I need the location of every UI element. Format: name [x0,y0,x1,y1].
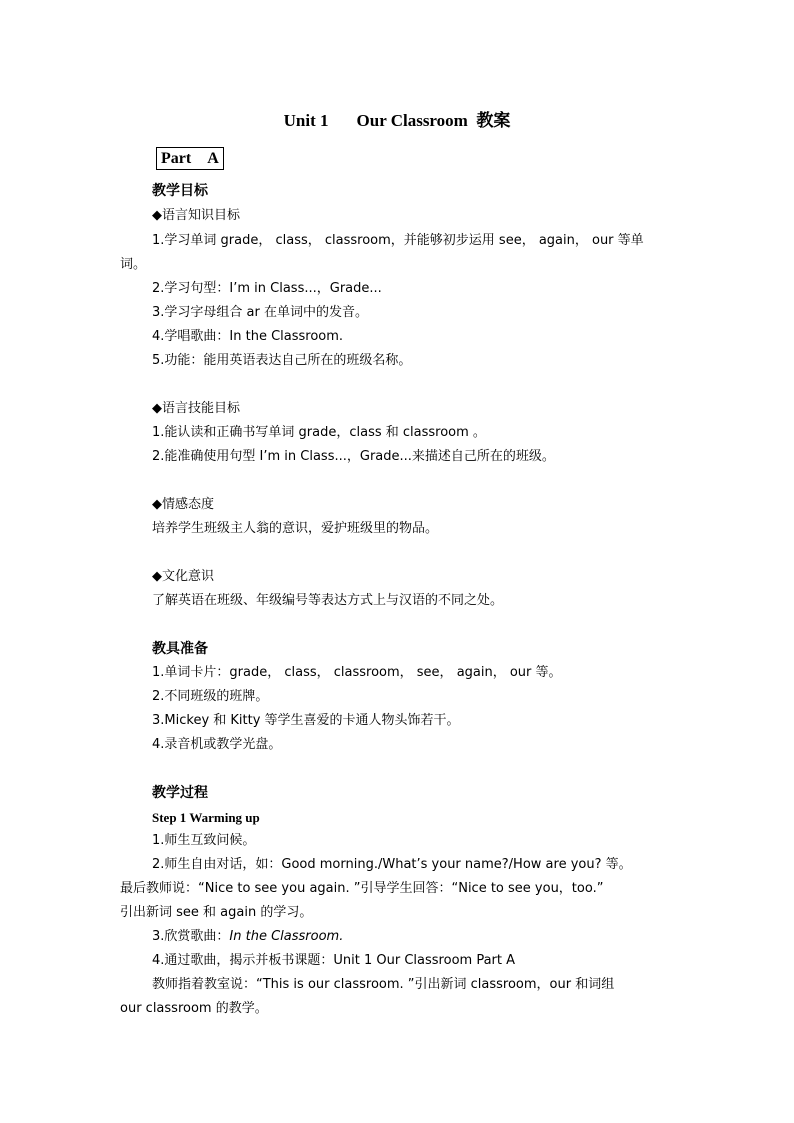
skill-item-2: 2.能准确使用句型 I’m in Class...，Grade...来描述自己所在的班级。 [152,449,555,464]
process-item-5-cont: our classroom 的教学。 [120,1001,268,1016]
material-item-1: 1.单词卡片：grade， class， classroom， see， again， our 等。 [152,665,562,680]
step-1-heading: Step 1 Warming up [152,810,260,825]
material-item-4: 4.录音机或教学光盘。 [152,737,282,752]
section-heading-materials: 教具准备 [152,641,208,657]
process-item-2-cont-2: 引出新词 see 和 again 的学习。 [120,905,313,920]
document-title [0,106,794,131]
process-item-3-prefix: 3.欣赏歌曲： [152,929,230,944]
knowledge-item-4: 4.学唱歌曲：In the Classroom. [152,329,344,344]
material-item-3: 3.Mickey 和 Kitty 等学生喜爱的卡通人物头饰若干。 [152,713,460,728]
title-suffix: 教案 [476,111,511,130]
subheading-knowledge: ◆语言知识目标 [152,208,240,223]
process-item-3 [152,928,343,946]
part-label-box: Part A [156,147,224,170]
culture-item: 了解英语在班级、年级编号等表达方式上与汉语的不同之处。 [152,593,504,608]
title-unit: Unit 1 [283,111,329,130]
skill-item-1: 1.能认读和正确书写单词 grade，class 和 classroom 。 [152,425,486,440]
process-item-4: 4.通过歌曲，揭示并板书课题：Unit 1 Our Classroom Part A [152,953,516,968]
song-title: In the Classroom. [229,929,344,944]
subheading-culture: ◆文化意识 [152,569,214,584]
knowledge-item-1: 1.学习单词 grade， class， classroom，并能够初步运用 see， again， our 等单 [152,233,644,248]
process-item-2: 2.师生自由对话，如：Good morning./What’s your name?/How are you? 等。 [152,857,632,872]
process-item-2-cont-1: 最后教师说：“Nice to see you again. ”引导学生回答：“Nice to see you，too.” [120,881,604,896]
knowledge-item-1-cont: 词。 [120,257,147,272]
subheading-skills: ◆语言技能目标 [152,401,240,416]
process-item-5: 教师指着教室说：“This is our classroom. ”引出新词 classroom，our 和词组 [152,977,615,992]
process-item-1: 1.师生互致问候。 [152,833,256,848]
section-heading-process: 教学过程 [152,785,208,801]
knowledge-item-2: 2.学习句型：I’m in Class...，Grade... [152,281,382,296]
section-heading-objectives: 教学目标 [152,183,208,199]
knowledge-item-3: 3.学习字母组合 ar 在单词中的发音。 [152,305,368,320]
subheading-attitude: ◆情感态度 [152,497,214,512]
title-name: Our Classroom [356,111,468,130]
knowledge-item-5: 5.功能：能用英语表达自己所在的班级名称。 [152,353,412,368]
attitude-item: 培养学生班级主人翁的意识，爱护班级里的物品。 [152,521,439,536]
material-item-2: 2.不同班级的班牌。 [152,689,269,704]
